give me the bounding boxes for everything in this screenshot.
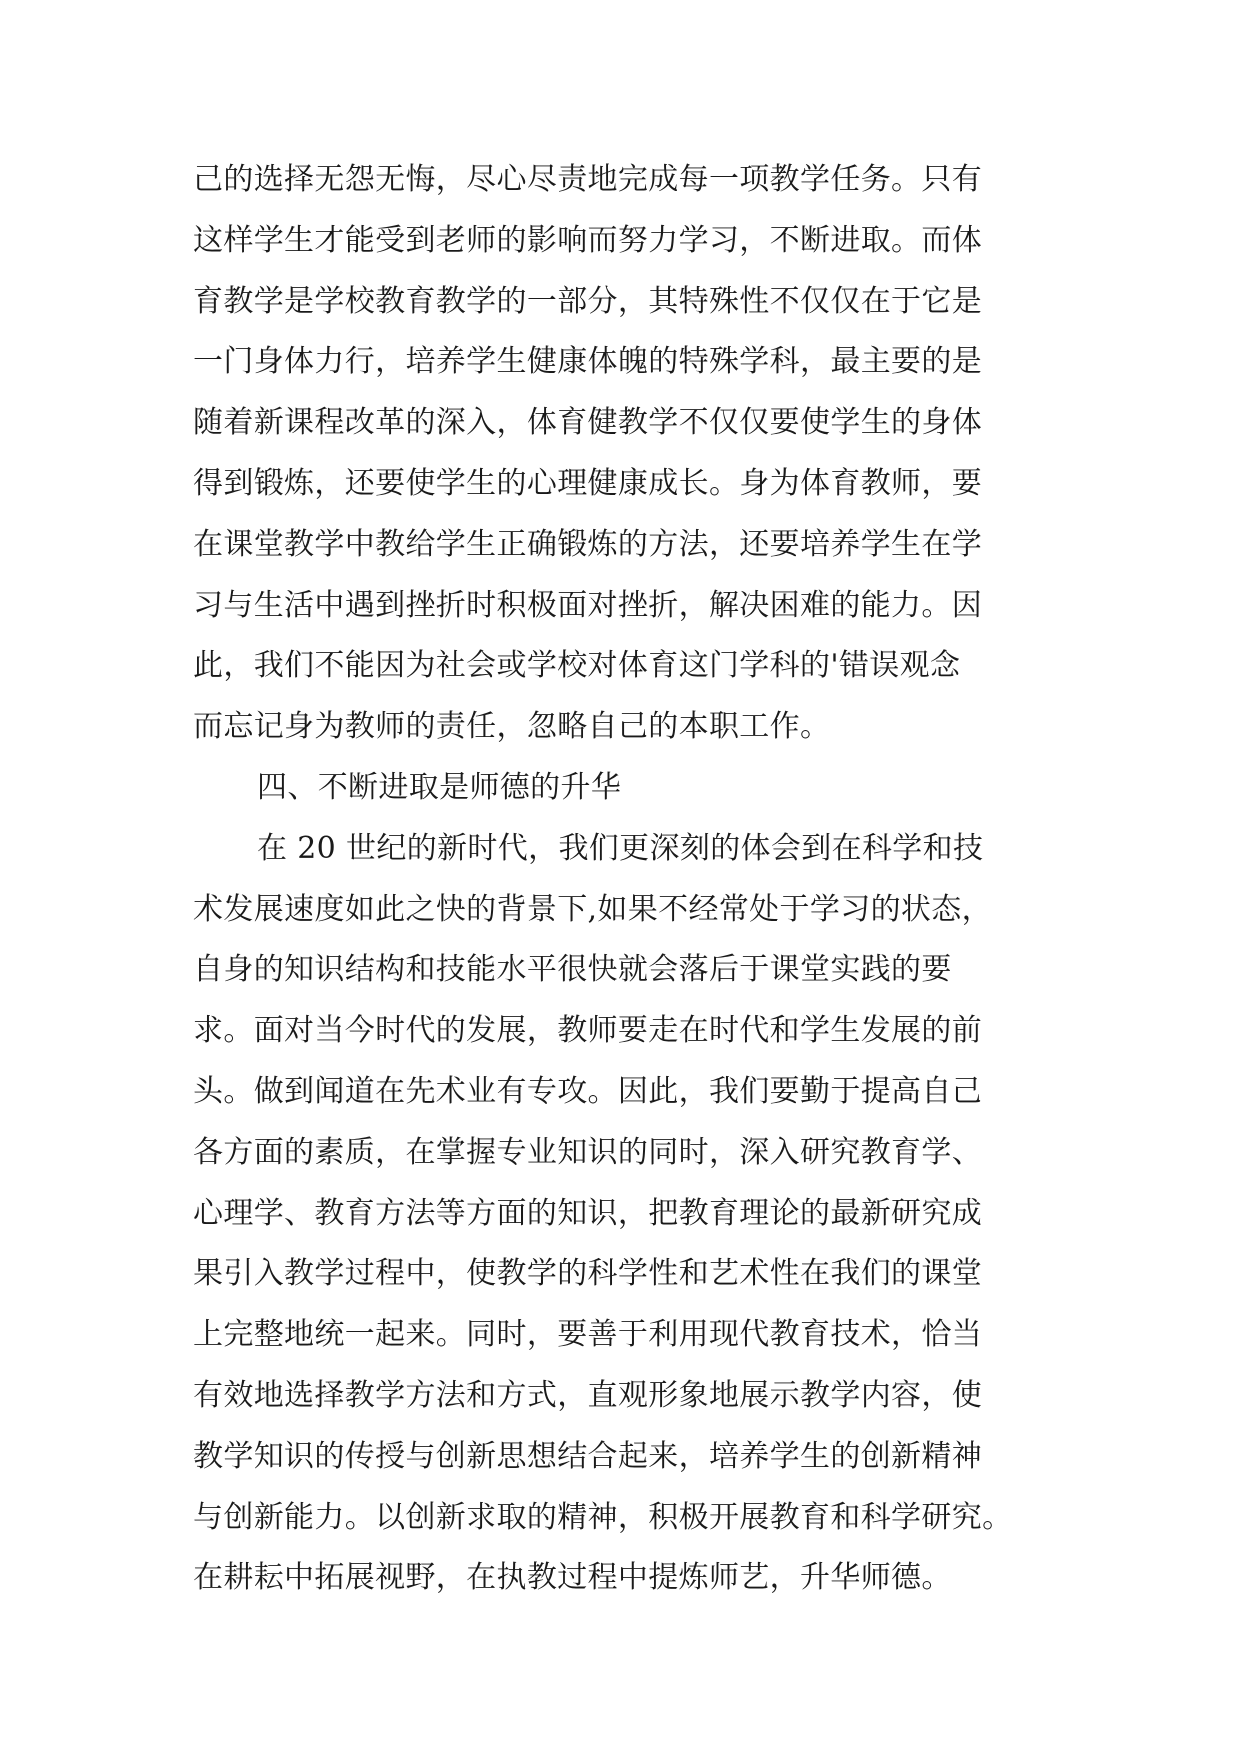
- text-line: 在 20 世纪的新时代，我们更深刻的体会到在科学和技: [257, 830, 984, 866]
- text-line: 而忘记身为教师的责任，忽略自己的本职工作。: [193, 709, 831, 745]
- text-line: 得到锻炼，还要使学生的心理健康成长。身为体育教师，要: [193, 465, 983, 501]
- text-line: 与创新能力。以创新求取的精神，积极开展教育和科学研究。: [193, 1499, 1013, 1535]
- text-line: 一门身体力行，培养学生健康体魄的特殊学科，最主要的是: [193, 344, 983, 380]
- text-line: 此，我们不能因为社会或学校对体育这门学科的'错误观念: [193, 648, 961, 684]
- text-line: 求。面对当今时代的发展，教师要走在时代和学生发展的前: [193, 1013, 983, 1049]
- text-line: 育教学是学校教育教学的一部分，其特殊性不仅仅在于它是: [193, 283, 983, 319]
- text-line: 这样学生才能受到老师的影响而努力学习，不断进取。而体: [193, 222, 983, 258]
- text-line: 有效地选择教学方法和方式，直观形象地展示教学内容，使: [193, 1377, 983, 1413]
- text-line: 果引入教学过程中，使教学的科学性和艺术性在我们的课堂: [193, 1256, 983, 1292]
- text-line: 随着新课程改革的深入，体育健教学不仅仅要使学生的身体: [193, 405, 983, 441]
- text-line: 在课堂教学中教给学生正确锻炼的方法，还要培养学生在学: [193, 526, 983, 562]
- body-text: [193, 150, 1073, 1609]
- text-line: 四、不断进取是师德的升华: [257, 769, 622, 805]
- text-line: 各方面的素质，在掌握专业知识的同时，深入研究教育学、: [193, 1134, 983, 1170]
- text-line: 己的选择无怨无悔，尽心尽责地完成每一项教学任务。只有: [193, 162, 983, 197]
- text-line: 术发展速度如此之快的背景下,如果不经常处于学习的状态，: [193, 891, 992, 927]
- text-line: 教学知识的传授与创新思想结合起来，培养学生的创新精神: [193, 1438, 983, 1474]
- text-line: 自身的知识结构和技能水平很快就会落后于课堂实践的要: [193, 952, 952, 988]
- text-line: 心理学、教育方法等方面的知识，把教育理论的最新研究成: [193, 1195, 983, 1231]
- text-line: 习与生活中遇到挫折时积极面对挫折，解决困难的能力。因: [193, 587, 983, 623]
- text-line: 头。做到闻道在先术业有专攻。因此，我们要勤于提高自己: [193, 1073, 983, 1109]
- text-line: 上完整地统一起来。同时，要善于利用现代教育技术，恰当: [193, 1317, 983, 1353]
- text-line: 在耕耘中拓展视野，在执教过程中提炼师艺，升华师德。: [193, 1560, 952, 1596]
